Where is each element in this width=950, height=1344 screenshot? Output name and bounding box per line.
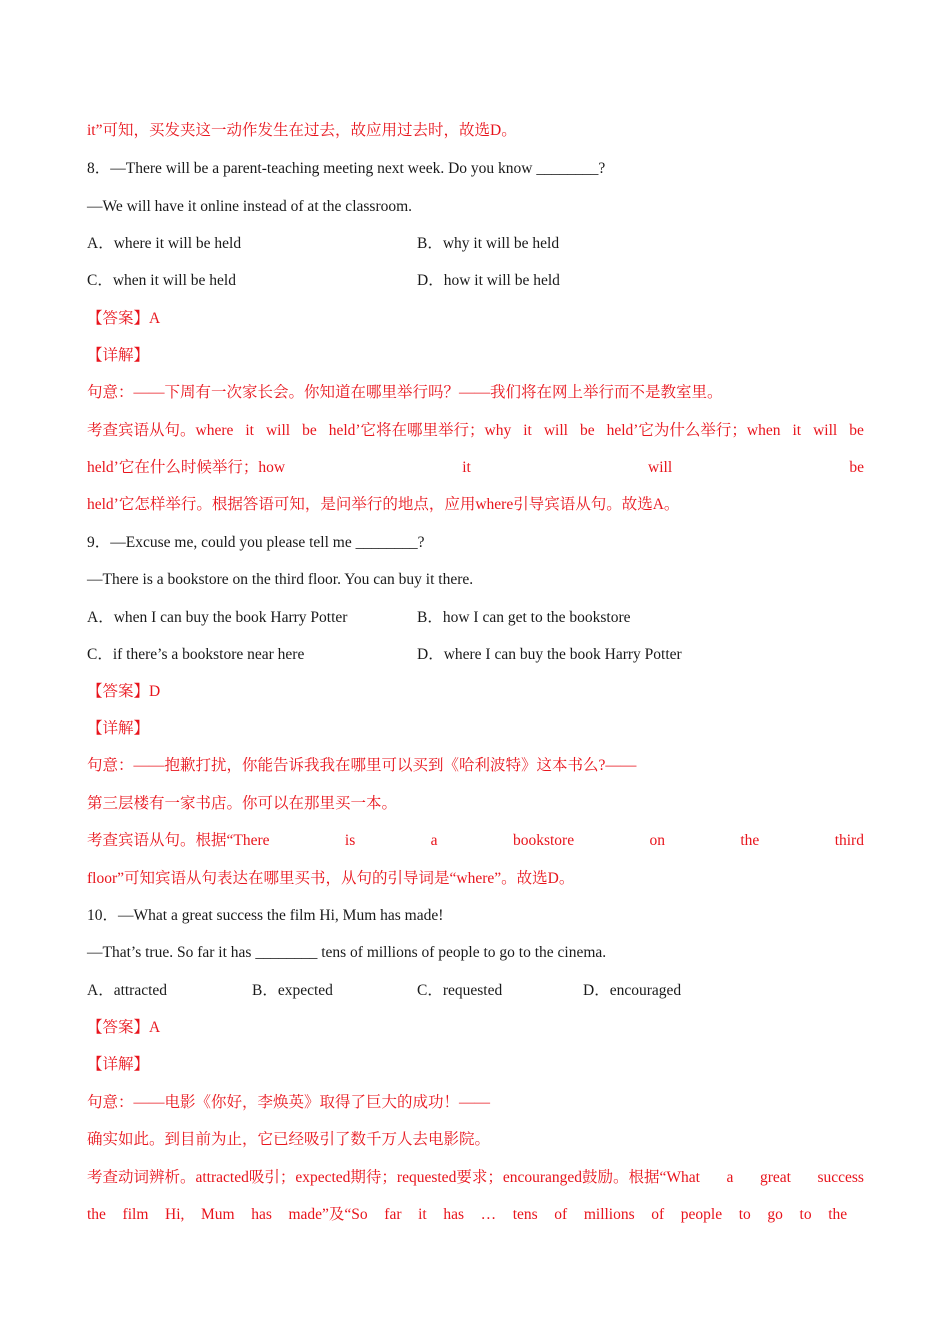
q8-analysis-line1: 考查宾语从句。where it will be held’它将在哪里举行；why it will be held’它为什么举行；when it will be [87,422,864,439]
q9-option-b: B．how I can get to the bookstore [417,609,631,626]
q7-analysis-tail: it”可知，买发夹这一动作发生在过去，故应用过去时，故选D。 [87,122,517,139]
q9-detail-label: 【详解】 [87,720,150,737]
q8-option-d: D．how it will be held [417,272,560,289]
q10-analysis-line2: the film Hi, Mum has made”及“So far it has … tens of millions of people to go to the [87,1206,848,1223]
q10-meaning-line1: 句意：——电影《你好，李焕英》取得了巨大的成功！—— [87,1094,491,1111]
q10-option-a: A．attracted [87,982,168,999]
q8-analysis-line2: held’它在什么时候举行；how it will be [87,459,864,476]
q8-analysis-line3: held’它怎样举行。根据答语可知，是问举行的地点，应用where引导宾语从句。故选A。 [87,496,680,513]
q10-option-d: D．encouraged [583,982,682,999]
q10-answer: 【答案】A [87,1019,161,1036]
q8-option-c: C．when it will be held [87,272,236,289]
q8-answer: 【答案】A [87,310,161,327]
q9-answer: 【答案】D [87,683,161,700]
q8-meaning: 句意：——下周有一次家长会。你知道在哪里举行吗？——我们将在网上举行而不是教室里。 [87,384,723,401]
q9-stem: 9．—Excuse me, could you please tell me ________? [87,534,425,551]
q9-analysis-line2: floor”可知宾语从句表达在哪里买书，从句的引导词是“where”。故选D。 [87,870,575,887]
q9-reply: —There is a bookstore on the third floor. You can buy it there. [87,571,474,588]
q9-meaning-line2: 第三层楼有一家书店。你可以在那里买一本。 [87,795,398,812]
q10-detail-label: 【详解】 [87,1056,150,1073]
q10-option-b: B．expected [252,982,333,999]
q9-option-a: A．when I can buy the book Harry Potter [87,609,348,626]
q8-detail-label: 【详解】 [87,347,150,364]
q10-stem: 10．—What a great success the film Hi, Mum has made! [87,907,444,924]
q10-meaning-line2: 确实如此。到目前为止，它已经吸引了数千万人去电影院。 [87,1131,491,1148]
q9-meaning-line1: 句意：——抱歉打扰，你能告诉我我在哪里可以买到《哈利波特》这本书么?—— [87,757,637,774]
q10-option-c: C．requested [417,982,503,999]
q8-reply: —We will have it online instead of at the classroom. [87,198,413,215]
q8-option-a: A．where it will be held [87,235,242,252]
q9-option-c: C．if there’s a bookstore near here [87,646,305,663]
q10-reply: —That’s true. So far it has ________ tens of millions of people to go to the cinema. [87,944,607,961]
q8-option-b: B．why it will be held [417,235,560,252]
q10-analysis-line1: 考查动词辨析。attracted吸引；expected期待；requested要求；encouranged鼓励。根据“What a great success [87,1169,864,1186]
q9-analysis-line1: 考查宾语从句。根据“There is a bookstore on the third [87,832,864,849]
q9-option-d: D．where I can buy the book Harry Potter [417,646,682,663]
q8-stem: 8．—There will be a parent-teaching meeting next week. Do you know ________? [87,160,606,177]
